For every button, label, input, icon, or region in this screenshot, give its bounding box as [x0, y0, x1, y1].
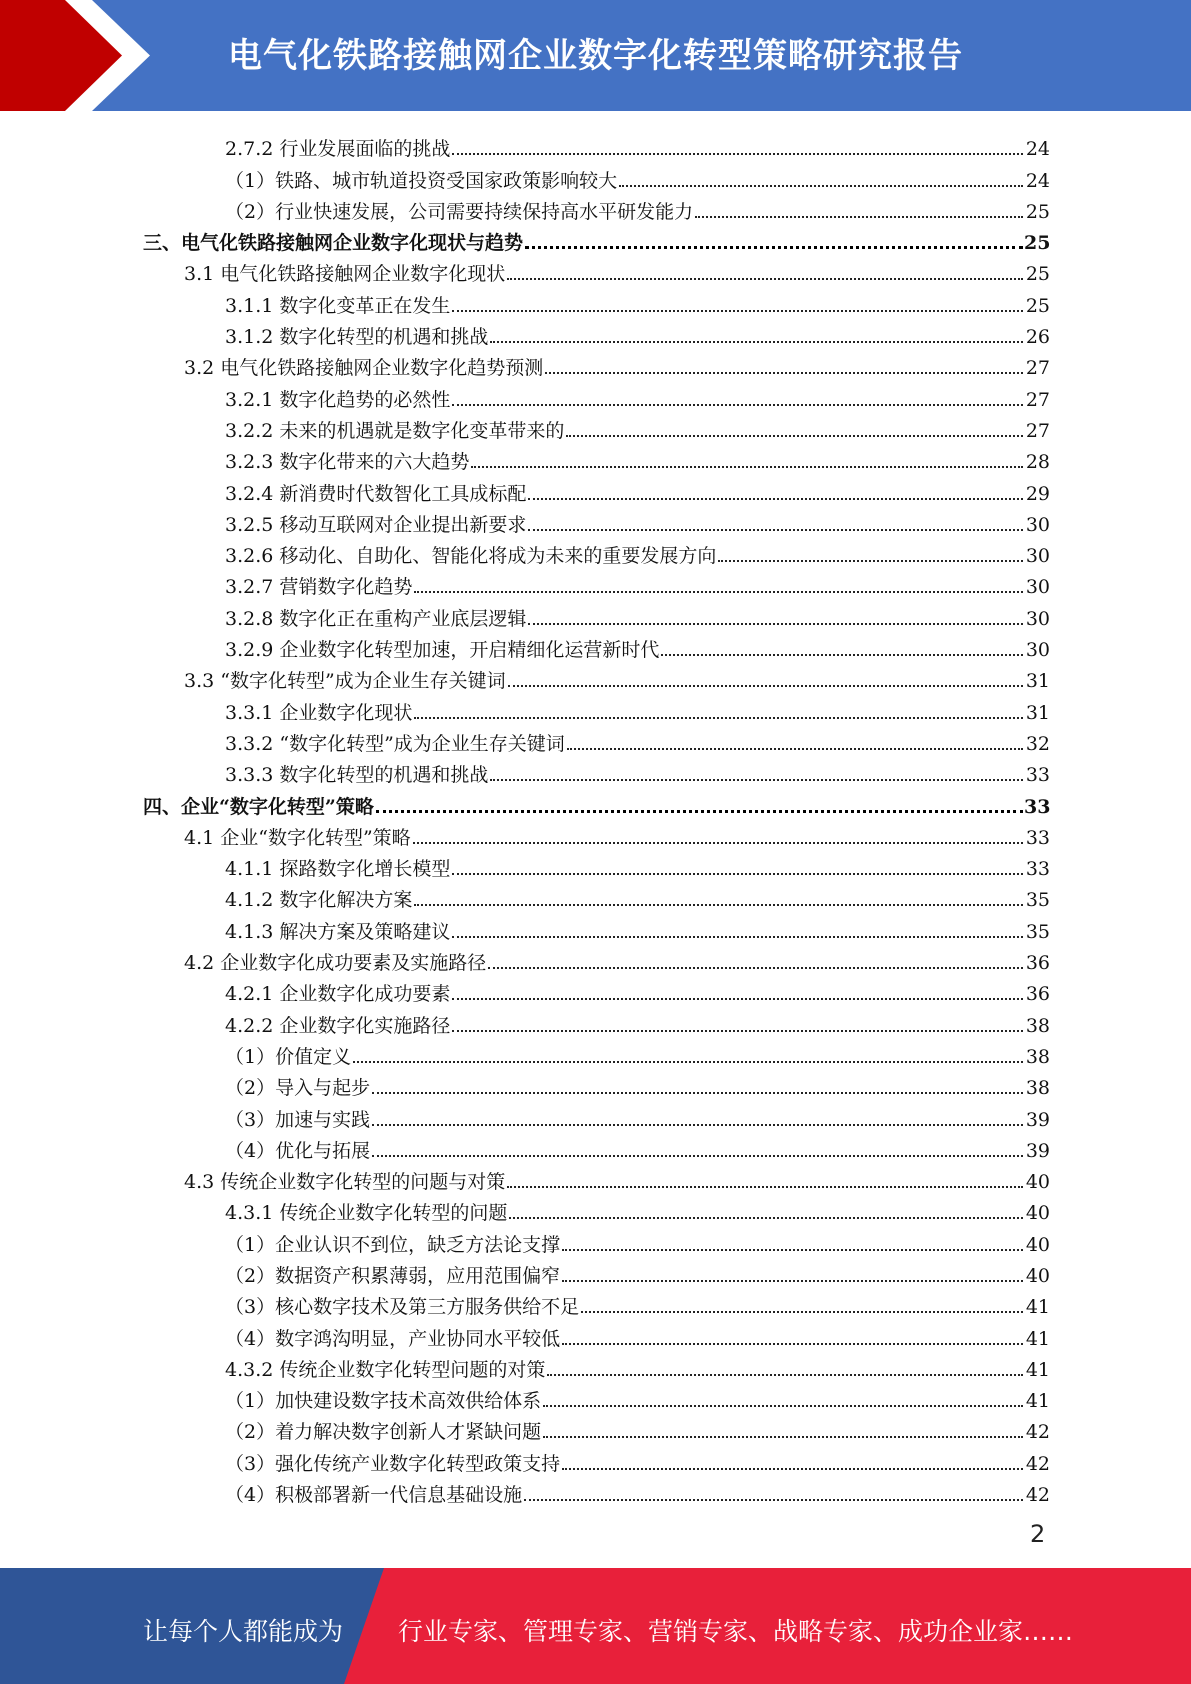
toc-entry-page: 35 — [1025, 920, 1050, 943]
toc-entry-page: 27 — [1025, 357, 1050, 380]
toc-entry[interactable] — [0, 1318, 1191, 1349]
toc-entry-label: 3.2.8 数字化正在重构产业底层逻辑 — [225, 607, 527, 630]
page-number: 2 — [1030, 1520, 1046, 1548]
toc-entry-page: 32 — [1025, 732, 1050, 755]
toc-entry-page: 25 — [1025, 263, 1050, 286]
toc-entry-page: 31 — [1025, 670, 1050, 693]
toc-entry[interactable] — [0, 536, 1191, 567]
toc-entry-page: 33 — [1024, 795, 1051, 818]
toc-entry-page: 38 — [1025, 1045, 1050, 1068]
toc-entry-label: 3.1 电气化铁路接触网企业数字化现状 — [184, 263, 506, 286]
toc-entry[interactable] — [0, 849, 1191, 880]
toc-entry-page: 24 — [1025, 169, 1050, 192]
toc-leader-dots — [545, 372, 1023, 374]
table-of-contents — [0, 129, 1191, 1506]
toc-leader-dots — [413, 842, 1023, 844]
toc-entry[interactable] — [0, 974, 1191, 1005]
toc-entry-page: 30 — [1025, 576, 1050, 599]
toc-leader-dots — [452, 998, 1023, 1000]
toc-leader-dots — [718, 560, 1023, 562]
toc-entry[interactable] — [0, 379, 1191, 410]
toc-entry[interactable] — [0, 411, 1191, 442]
toc-entry-label: 3.1.2 数字化转型的机遇和挑战 — [225, 326, 489, 349]
toc-entry[interactable] — [0, 442, 1191, 473]
toc-entry-page: 40 — [1025, 1202, 1050, 1225]
toc-entry-label: 3.2.9 企业数字化转型加速，开启精细化运营新时代 — [225, 639, 660, 662]
toc-entry[interactable] — [0, 786, 1191, 817]
toc-entry-label: 4.1.1 探路数字化增长模型 — [225, 858, 451, 881]
toc-entry-label: 4.2 企业数字化成功要素及实施路径 — [184, 952, 487, 975]
toc-entry-page: 41 — [1025, 1390, 1050, 1413]
toc-entry-page: 41 — [1025, 1296, 1050, 1319]
toc-entry-page: 24 — [1025, 138, 1050, 161]
toc-entry-label: （1）铁路、城市轨道投资受国家政策影响较大 — [225, 169, 618, 192]
toc-leader-dots — [452, 936, 1023, 938]
toc-leader-dots — [695, 216, 1023, 218]
toc-leader-dots — [507, 278, 1023, 280]
toc-entry-page: 33 — [1025, 764, 1050, 787]
toc-entry[interactable] — [0, 473, 1191, 504]
toc-entry-page: 33 — [1025, 826, 1050, 849]
toc-entry[interactable] — [0, 254, 1191, 285]
toc-entry-label: （4）数字鸿沟明显，产业协同水平较低 — [225, 1327, 561, 1350]
toc-entry[interactable] — [0, 1412, 1191, 1443]
toc-entry[interactable] — [0, 630, 1191, 661]
toc-entry-page: 30 — [1025, 513, 1050, 536]
toc-entry-label: （3）强化传统产业数字化转型政策支持 — [225, 1452, 561, 1475]
toc-entry[interactable] — [0, 880, 1191, 911]
toc-entry-label: 3.2.7 营销数字化趋势 — [225, 576, 413, 599]
toc-entry-page: 40 — [1025, 1264, 1050, 1287]
toc-entry-page: 42 — [1025, 1484, 1050, 1507]
toc-leader-dots — [547, 1374, 1023, 1376]
toc-leader-dots — [566, 435, 1023, 437]
toc-entry-page: 25 — [1025, 294, 1050, 317]
toc-leader-dots — [525, 246, 1023, 249]
toc-entry-label: 3.1.1 数字化变革正在发生 — [225, 294, 451, 317]
toc-entry-label: 3.2.2 未来的机遇就是数字化变革带来的 — [225, 419, 565, 442]
toc-leader-dots — [372, 1124, 1023, 1126]
toc-entry-label: （3）加速与实践 — [225, 1108, 371, 1131]
toc-entry[interactable] — [0, 223, 1191, 254]
toc-leader-dots — [452, 404, 1023, 406]
toc-entry-label: （2）行业快速发展，公司需要持续保持高水平研发能力 — [225, 200, 694, 223]
toc-entry-page: 42 — [1025, 1452, 1050, 1475]
toc-entry-page: 30 — [1025, 639, 1050, 662]
toc-entry-page: 41 — [1025, 1358, 1050, 1381]
toc-leader-dots — [452, 153, 1023, 155]
toc-entry-label: （1）加快建设数字技术高效供给体系 — [225, 1390, 542, 1413]
toc-leader-dots — [488, 967, 1023, 969]
toc-entry-label: 4.3.2 传统企业数字化转型问题的对策 — [225, 1358, 546, 1381]
toc-entry-label: （3）核心数字技术及第三方服务供给不足 — [225, 1296, 580, 1319]
toc-leader-dots — [414, 904, 1023, 906]
toc-entry-label: 4.2.2 企业数字化实施路径 — [225, 1014, 451, 1037]
toc-entry[interactable] — [0, 129, 1191, 160]
toc-entry-label: 3.2.5 移动互联网对企业提出新要求 — [225, 513, 527, 536]
toc-entry-page: 39 — [1025, 1108, 1050, 1131]
toc-leader-dots — [524, 1499, 1023, 1501]
chevron-decoration-icon — [0, 0, 160, 111]
toc-entry[interactable] — [0, 1381, 1191, 1412]
toc-entry-page: 29 — [1025, 482, 1050, 505]
report-header — [0, 0, 1191, 111]
toc-entry-label: 3.3.1 企业数字化现状 — [225, 701, 413, 724]
toc-entry[interactable] — [0, 348, 1191, 379]
toc-entry[interactable] — [0, 317, 1191, 348]
toc-entry-label: （2）着力解决数字创新人才紧缺问题 — [225, 1421, 542, 1444]
toc-entry-page: 33 — [1025, 858, 1050, 881]
toc-entry[interactable] — [0, 160, 1191, 191]
toc-entry[interactable] — [0, 1256, 1191, 1287]
footer-banner — [0, 1568, 1191, 1684]
toc-entry-label: 4.3 传统企业数字化转型的问题与对策 — [184, 1171, 506, 1194]
toc-leader-dots — [508, 685, 1023, 687]
toc-entry-label: 4.1.2 数字化解决方案 — [225, 889, 413, 912]
toc-entry-page: 30 — [1025, 607, 1050, 630]
toc-entry[interactable] — [0, 505, 1191, 536]
toc-leader-dots — [562, 1468, 1023, 1470]
toc-entry-label: （4）积极部署新一代信息基础设施 — [225, 1484, 523, 1507]
toc-entry-label: 3.2.3 数字化带来的六大趋势 — [225, 451, 470, 474]
toc-entry[interactable] — [0, 567, 1191, 598]
toc-entry[interactable] — [0, 755, 1191, 786]
footer-slogan-right: 行业专家、管理专家、营销专家、战略专家、成功企业家…… — [398, 1617, 1074, 1646]
toc-leader-dots — [353, 1061, 1023, 1063]
toc-entry-label: 3.3 “数字化转型”成为企业生存关键词 — [184, 670, 506, 693]
toc-leader-dots — [619, 185, 1023, 187]
toc-leader-dots — [372, 1155, 1023, 1157]
toc-entry[interactable] — [0, 192, 1191, 223]
toc-entry-page: 41 — [1025, 1327, 1050, 1350]
toc-entry-page: 31 — [1025, 701, 1050, 724]
toc-leader-dots — [471, 466, 1023, 468]
toc-entry[interactable] — [0, 598, 1191, 629]
toc-leader-dots — [452, 1030, 1023, 1032]
toc-entry[interactable] — [0, 1005, 1191, 1036]
toc-entry-page: 40 — [1025, 1233, 1050, 1256]
toc-leader-dots — [376, 810, 1023, 813]
toc-entry[interactable] — [0, 1443, 1191, 1474]
toc-entry-page: 36 — [1025, 983, 1050, 1006]
toc-entry-label: 3.2.6 移动化、自助化、智能化将成为未来的重要发展方向 — [225, 545, 717, 568]
toc-entry-page: 36 — [1025, 952, 1050, 975]
toc-entry[interactable] — [0, 1224, 1191, 1255]
toc-entry-label: （2）导入与起步 — [225, 1077, 371, 1100]
toc-entry-label: 3.2.4 新消费时代数智化工具成标配 — [225, 482, 527, 505]
toc-entry[interactable] — [0, 1287, 1191, 1318]
toc-leader-dots — [414, 591, 1023, 593]
toc-entry-label: 3.2 电气化铁路接触网企业数字化趋势预测 — [184, 357, 544, 380]
toc-entry[interactable] — [0, 661, 1191, 692]
toc-entry-page: 42 — [1025, 1421, 1050, 1444]
toc-entry[interactable] — [0, 1131, 1191, 1162]
toc-leader-dots — [452, 873, 1023, 875]
toc-entry[interactable] — [0, 1162, 1191, 1193]
toc-leader-dots — [581, 1311, 1023, 1313]
toc-entry[interactable] — [0, 1068, 1191, 1099]
report-title: 电气化铁路接触网企业数字化转型策略研究报告 — [228, 36, 963, 76]
toc-entry-page: 28 — [1025, 451, 1050, 474]
toc-leader-dots — [567, 748, 1023, 750]
toc-leader-dots — [543, 1436, 1023, 1438]
toc-entry[interactable] — [0, 1193, 1191, 1224]
toc-entry-label: （1）价值定义 — [225, 1045, 352, 1068]
toc-entry[interactable] — [0, 1475, 1191, 1506]
footer-slogan-left: 让每个人都能成为 — [143, 1617, 344, 1646]
toc-leader-dots — [661, 654, 1023, 656]
toc-entry-page: 35 — [1025, 889, 1050, 912]
toc-leader-dots — [490, 779, 1023, 781]
toc-entry[interactable] — [0, 285, 1191, 316]
toc-leader-dots — [507, 1186, 1023, 1188]
toc-entry-label: 4.1.3 解决方案及策略建议 — [225, 920, 451, 943]
toc-leader-dots — [372, 1092, 1023, 1094]
toc-leader-dots — [490, 341, 1023, 343]
toc-leader-dots — [562, 1249, 1023, 1251]
toc-entry-page: 39 — [1025, 1139, 1050, 1162]
toc-leader-dots — [562, 1280, 1023, 1282]
toc-entry-label: （4）优化与拓展 — [225, 1139, 371, 1162]
toc-entry-page: 25 — [1024, 232, 1051, 255]
toc-entry-label: 3.3.2 “数字化转型”成为企业生存关键词 — [225, 732, 565, 755]
toc-entry[interactable] — [0, 943, 1191, 974]
toc-entry[interactable] — [0, 1099, 1191, 1130]
toc-entry-page: 40 — [1025, 1171, 1050, 1194]
toc-entry-page: 27 — [1025, 419, 1050, 442]
toc-leader-dots — [562, 1343, 1023, 1345]
toc-entry-page: 38 — [1025, 1014, 1050, 1037]
toc-leader-dots — [414, 717, 1023, 719]
toc-entry-label: 4.1 企业“数字化转型”策略 — [184, 826, 411, 849]
toc-entry-page: 25 — [1025, 200, 1050, 223]
toc-entry-label: 4.3.1 传统企业数字化转型的问题 — [225, 1202, 508, 1225]
toc-entry[interactable] — [0, 1350, 1191, 1381]
toc-leader-dots — [528, 529, 1023, 531]
toc-entry[interactable] — [0, 1037, 1191, 1068]
toc-entry-label: （2）数据资产积累薄弱，应用范围偏窄 — [225, 1264, 561, 1287]
toc-leader-dots — [509, 1217, 1023, 1219]
toc-entry-page: 30 — [1025, 545, 1050, 568]
toc-entry-label: 4.2.1 企业数字化成功要素 — [225, 983, 451, 1006]
toc-entry-label: 四、企业“数字化转型”策略 — [143, 795, 374, 818]
toc-leader-dots — [528, 498, 1023, 500]
toc-entry-page: 38 — [1025, 1077, 1050, 1100]
toc-entry[interactable] — [0, 818, 1191, 849]
toc-entry-page: 27 — [1025, 388, 1050, 411]
toc-entry[interactable] — [0, 911, 1191, 942]
toc-entry-label: 2.7.2 行业发展面临的挑战 — [225, 138, 451, 161]
toc-leader-dots — [528, 623, 1023, 625]
toc-entry[interactable] — [0, 724, 1191, 755]
toc-leader-dots — [543, 1405, 1023, 1407]
toc-entry[interactable] — [0, 692, 1191, 723]
toc-entry-label: 三、电气化铁路接触网企业数字化现状与趋势 — [143, 232, 524, 255]
toc-entry-page: 26 — [1025, 326, 1050, 349]
toc-entry-label: 3.3.3 数字化转型的机遇和挑战 — [225, 764, 489, 787]
toc-entry-label: （1）企业认识不到位，缺乏方法论支撑 — [225, 1233, 561, 1256]
toc-leader-dots — [452, 310, 1023, 312]
toc-entry-label: 3.2.1 数字化趋势的必然性 — [225, 388, 451, 411]
